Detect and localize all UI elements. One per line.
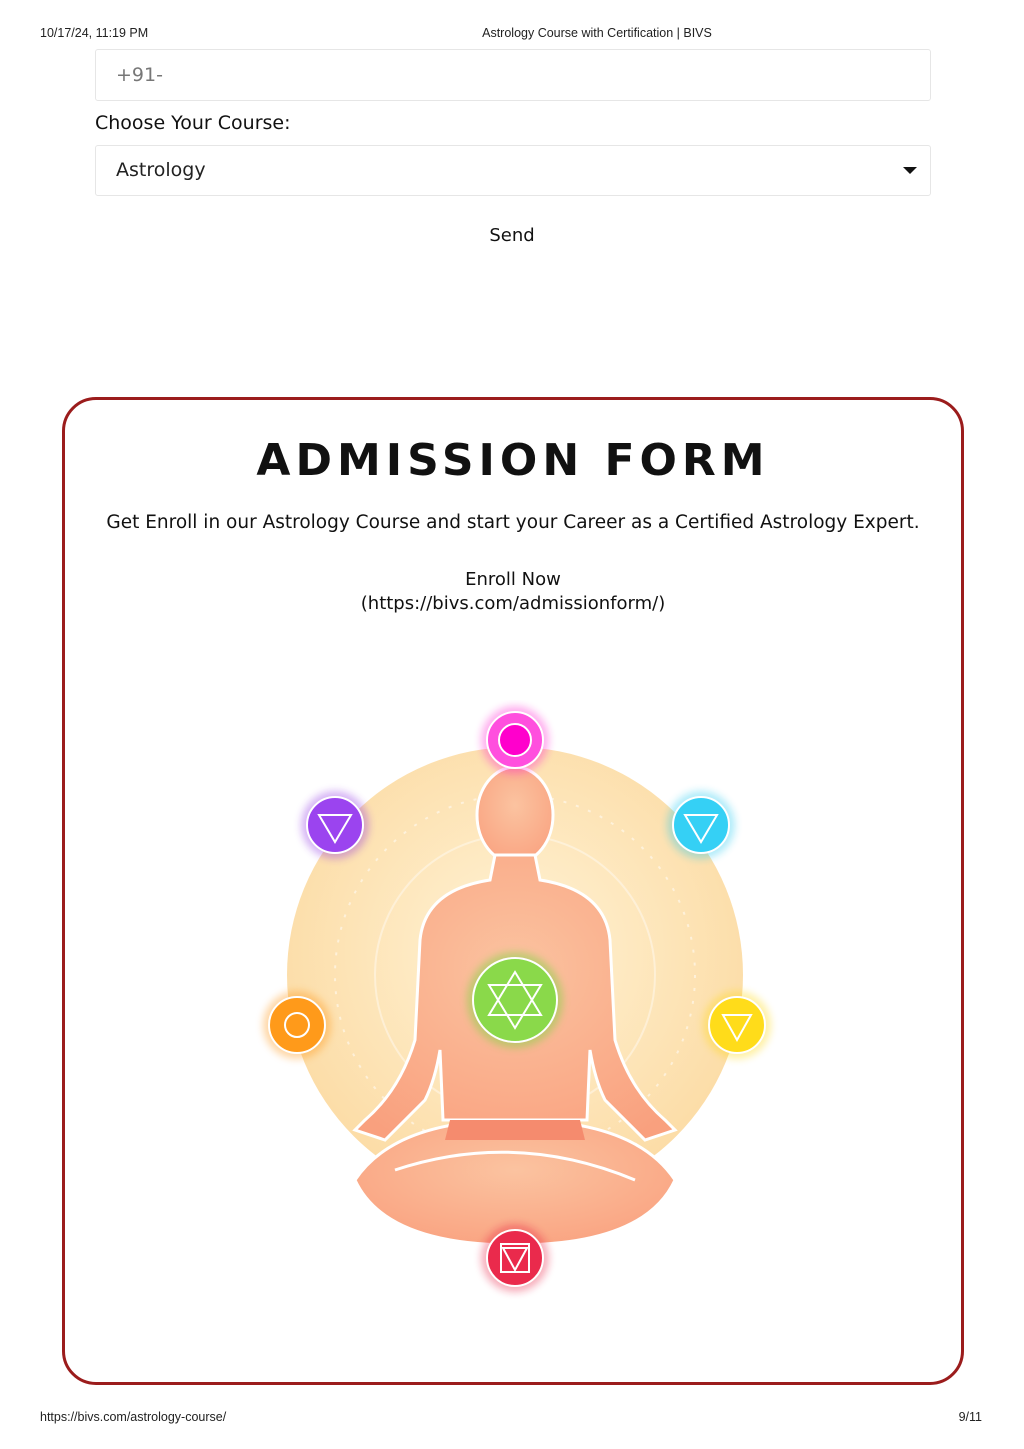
enroll-now-url: (https://bivs.com/admissionform/) xyxy=(360,593,666,614)
admission-title: ADMISSION FORM xyxy=(256,435,770,486)
enroll-now-link[interactable] xyxy=(313,568,713,616)
print-header xyxy=(0,26,1024,42)
phone-input[interactable]: +91- xyxy=(95,49,931,101)
course-label: Choose Your Course: xyxy=(95,112,291,134)
admission-card xyxy=(62,397,964,1385)
admission-subtitle: Get Enroll in our Astrology Course and start your Career as a Certified Astrology Expert. xyxy=(106,512,920,533)
caret-down-icon xyxy=(903,167,917,174)
course-selected-value: Astrology xyxy=(116,159,206,181)
print-page-title: Astrology Course with Certification | BIVS xyxy=(482,26,712,40)
print-page-number: 9/11 xyxy=(958,1410,982,1424)
print-footer xyxy=(0,1410,1024,1426)
print-url: https://bivs.com/astrology-course/ xyxy=(40,1410,227,1424)
meditation-chakra-icon xyxy=(245,700,785,1300)
enroll-now-label: Enroll Now xyxy=(465,569,561,590)
print-datetime: 10/17/24, 11:19 PM xyxy=(40,26,149,40)
send-button[interactable]: Send xyxy=(462,222,562,248)
course-select[interactable] xyxy=(95,145,931,196)
